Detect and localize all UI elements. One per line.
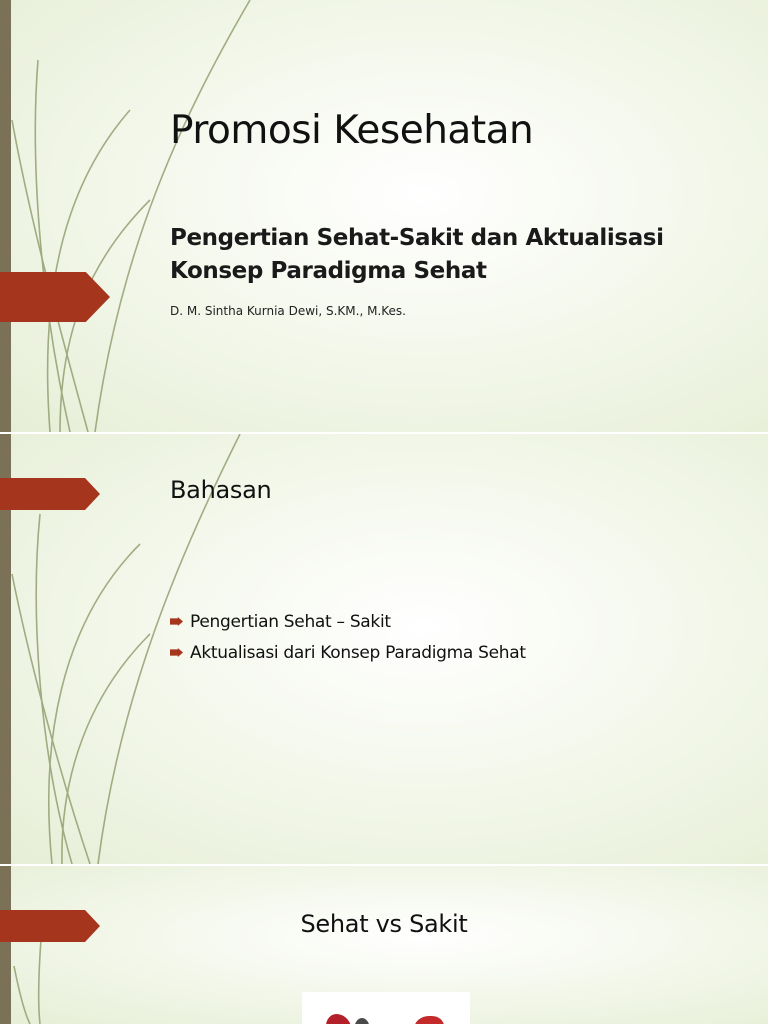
section-title: Sehat vs Sakit [300, 910, 468, 938]
arrow-bullet-icon [170, 617, 183, 626]
left-accent-bar [0, 0, 11, 432]
section-title: Bahasan [170, 476, 272, 504]
slide-title [0, 0, 768, 432]
left-accent-bar [0, 866, 11, 1024]
arrow-tab-icon [0, 272, 110, 322]
bullet-text: Pengertian Sehat – Sakit [190, 611, 391, 632]
list-item [170, 606, 526, 637]
bullet-text: Aktualisasi dari Konsep Paradigma Sehat [190, 642, 526, 663]
slide-sehat-vs-sakit [0, 866, 768, 1024]
slide-subtitle: Pengertian Sehat-Sakit dan Aktualisasi Konsep Paradigma Sehat [170, 225, 664, 284]
decorative-swirl-icon [0, 0, 768, 432]
slide-bahasan [0, 434, 768, 864]
illustration-shape [414, 1016, 444, 1024]
arrow-tab-icon [0, 478, 100, 510]
bullet-list [170, 606, 526, 668]
list-item [170, 637, 526, 668]
illustration-shape [354, 1018, 370, 1024]
slide-title-text: Promosi Kesehatan [170, 108, 534, 153]
arrow-bullet-icon [170, 648, 183, 657]
author-name: D. M. Sintha Kurnia Dewi, S.KM., M.Kes. [170, 304, 406, 318]
illustration-shape [326, 1014, 352, 1024]
illustration-image [302, 992, 470, 1024]
